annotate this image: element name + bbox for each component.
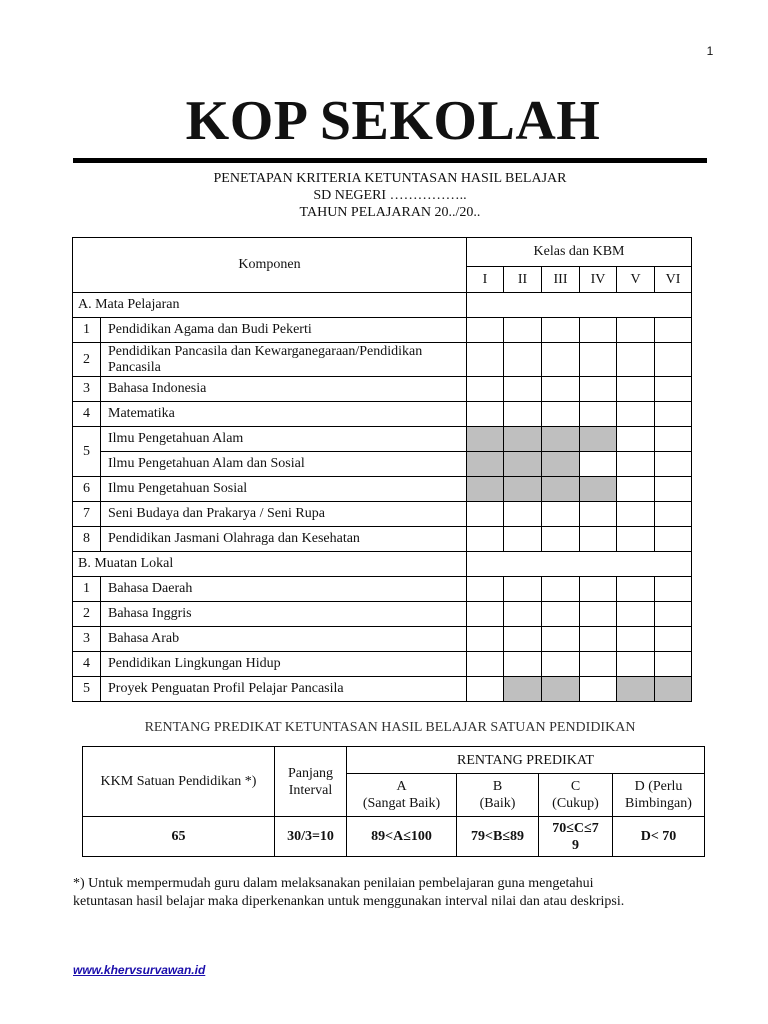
predikat-d-desc: Bimbingan) bbox=[625, 796, 692, 811]
page-number: 1 bbox=[706, 44, 714, 58]
kelas-col-header: VI bbox=[655, 267, 692, 293]
kbm-cell bbox=[580, 602, 617, 627]
kbm-cell bbox=[655, 577, 692, 602]
kelas-col-header: III bbox=[542, 267, 580, 293]
predikat-b-header bbox=[457, 774, 539, 817]
section-b-label: B. Muatan Lokal bbox=[73, 552, 467, 577]
predikat-d-header bbox=[613, 774, 705, 817]
kbm-cell bbox=[467, 502, 504, 527]
heading-line-3: TAHUN PELAJARAN 20../20.. bbox=[299, 205, 481, 220]
kbm-cell bbox=[580, 677, 617, 702]
kbm-cell bbox=[580, 652, 617, 677]
subject-name: Bahasa Inggris bbox=[101, 602, 467, 627]
panjang-interval-header bbox=[275, 747, 347, 817]
kbm-cell-shaded bbox=[542, 452, 580, 477]
predikat-d-range: D< 70 bbox=[613, 817, 705, 857]
kbm-cell bbox=[542, 627, 580, 652]
predikat-c-header bbox=[539, 774, 613, 817]
subject-name: Seni Budaya dan Prakarya / Seni Rupa bbox=[101, 502, 467, 527]
kkm-value: 65 bbox=[83, 817, 275, 857]
subject-name: Ilmu Pengetahuan Alam bbox=[101, 427, 467, 452]
kbm-table bbox=[72, 237, 692, 702]
row-number: 3 bbox=[73, 377, 101, 402]
footer-website-link[interactable]: www.khervsurvawan.id bbox=[73, 963, 206, 977]
kbm-cell bbox=[542, 502, 580, 527]
kbm-cell bbox=[617, 402, 655, 427]
kbm-cell-shaded bbox=[580, 427, 617, 452]
kbm-cell bbox=[504, 402, 542, 427]
kbm-cell bbox=[617, 527, 655, 552]
kbm-cell-shaded bbox=[467, 427, 504, 452]
kelas-col-header: IV bbox=[580, 267, 617, 293]
kbm-cell bbox=[542, 602, 580, 627]
kbm-cell bbox=[467, 627, 504, 652]
kbm-cell bbox=[617, 477, 655, 502]
kbm-cell-shaded bbox=[504, 427, 542, 452]
kbm-cell bbox=[467, 577, 504, 602]
kbm-cell bbox=[580, 577, 617, 602]
subject-name: Pendidikan Lingkungan Hidup bbox=[101, 652, 467, 677]
kbm-cell bbox=[617, 577, 655, 602]
kbm-cell bbox=[542, 577, 580, 602]
rentang-predikat-title: RENTANG PREDIKAT KETUNTASAN HASIL BELAJAR SATUAN PENDIDIKAN bbox=[144, 720, 636, 735]
kbm-cell bbox=[655, 652, 692, 677]
predikat-a-range: 89<A≤100 bbox=[347, 817, 457, 857]
kbm-cell bbox=[580, 452, 617, 477]
heading-line-2: SD NEGERI …………….. bbox=[313, 188, 467, 203]
kbm-cell bbox=[655, 502, 692, 527]
kbm-cell-shaded bbox=[542, 427, 580, 452]
kbm-cell bbox=[542, 652, 580, 677]
row-number: 8 bbox=[73, 527, 101, 552]
kbm-cell-shaded bbox=[504, 677, 542, 702]
footnote-line-1: *) Untuk mempermudah guru dalam melaksanakan penilaian pembelajaran guna mengetahui bbox=[73, 876, 594, 891]
document-heading bbox=[73, 170, 707, 221]
kbm-cell-shaded bbox=[467, 452, 504, 477]
kbm-cell bbox=[617, 652, 655, 677]
kbm-cell bbox=[617, 377, 655, 402]
kbm-cell bbox=[504, 602, 542, 627]
kbm-cell bbox=[617, 343, 655, 377]
footnote bbox=[73, 875, 713, 911]
kbm-cell bbox=[655, 452, 692, 477]
predikat-b-label: B bbox=[492, 779, 503, 794]
kbm-cell bbox=[655, 527, 692, 552]
subject-name: Pendidikan Agama dan Budi Pekerti bbox=[101, 318, 467, 343]
kbm-cell bbox=[467, 602, 504, 627]
kbm-cell bbox=[580, 502, 617, 527]
kbm-cell bbox=[617, 318, 655, 343]
kbm-cell bbox=[617, 627, 655, 652]
kbm-cell bbox=[655, 477, 692, 502]
predikat-b-desc: (Baik) bbox=[479, 796, 516, 811]
kbm-cell-shaded bbox=[542, 677, 580, 702]
kelas-col-header: I bbox=[467, 267, 504, 293]
kbm-cell bbox=[655, 377, 692, 402]
kbm-cell bbox=[467, 527, 504, 552]
kbm-cell bbox=[542, 343, 580, 377]
kbm-cell-shaded bbox=[504, 452, 542, 477]
kbm-cell bbox=[504, 377, 542, 402]
kbm-cell bbox=[655, 318, 692, 343]
kbm-cell bbox=[504, 527, 542, 552]
kbm-cell bbox=[617, 502, 655, 527]
subject-name: Ilmu Pengetahuan Sosial bbox=[101, 477, 467, 502]
predikat-c-label: C bbox=[570, 779, 581, 794]
section-a-empty bbox=[467, 293, 692, 318]
predikat-c-range bbox=[539, 817, 613, 857]
interval-value: 30/3=10 bbox=[275, 817, 347, 857]
kbm-cell bbox=[467, 377, 504, 402]
kbm-cell-shaded bbox=[467, 477, 504, 502]
predikat-a-label: A bbox=[396, 779, 407, 794]
predikat-d-label: D (Perlu bbox=[634, 779, 683, 794]
section-a-label: A. Mata Pelajaran bbox=[73, 293, 467, 318]
predikat-c-range-line-1: 70≤C≤7 bbox=[552, 820, 599, 836]
kbm-cell bbox=[467, 318, 504, 343]
footnote-line-2: ketuntasan hasil belajar maka diperkenankan untuk menggunakan interval nilai dan atau deskripsi. bbox=[73, 894, 625, 909]
panjang-header-line-2: Interval bbox=[288, 782, 333, 798]
subject-name: Pendidikan Jasmani Olahraga dan Kesehatan bbox=[101, 527, 467, 552]
row-number: 4 bbox=[73, 402, 101, 427]
kbm-cell bbox=[542, 377, 580, 402]
kbm-cell bbox=[580, 318, 617, 343]
kbm-cell bbox=[504, 343, 542, 377]
row-number: 5 bbox=[73, 427, 101, 477]
kbm-cell bbox=[580, 402, 617, 427]
row-number: 3 bbox=[73, 627, 101, 652]
kbm-cell bbox=[542, 527, 580, 552]
row-number: 2 bbox=[73, 343, 101, 377]
kbm-cell bbox=[655, 602, 692, 627]
kbm-cell bbox=[617, 452, 655, 477]
kbm-cell-shaded bbox=[542, 477, 580, 502]
kelas-col-header: II bbox=[504, 267, 542, 293]
kbm-cell-shaded bbox=[504, 477, 542, 502]
kbm-cell-shaded bbox=[617, 677, 655, 702]
kbm-cell bbox=[655, 402, 692, 427]
subject-name: Ilmu Pengetahuan Alam dan Sosial bbox=[101, 452, 467, 477]
row-number: 5 bbox=[73, 677, 101, 702]
section-b-empty bbox=[467, 552, 692, 577]
kbm-cell bbox=[504, 577, 542, 602]
row-number: 1 bbox=[73, 318, 101, 343]
kbm-cell bbox=[617, 602, 655, 627]
kbm-cell bbox=[580, 377, 617, 402]
kbm-cell bbox=[542, 402, 580, 427]
kbm-cell bbox=[655, 427, 692, 452]
row-number: 2 bbox=[73, 602, 101, 627]
subject-name: Matematika bbox=[101, 402, 467, 427]
kbm-cell bbox=[580, 527, 617, 552]
predikat-a-desc: (Sangat Baik) bbox=[362, 796, 441, 811]
row-number: 6 bbox=[73, 477, 101, 502]
subject-name: Proyek Penguatan Profil Pelajar Pancasila bbox=[101, 677, 467, 702]
predikat-table bbox=[82, 746, 705, 857]
komponen-header: Komponen bbox=[73, 238, 467, 293]
subject-name: Bahasa Arab bbox=[101, 627, 467, 652]
header-divider bbox=[73, 158, 707, 163]
kbm-cell bbox=[504, 627, 542, 652]
subject-name: Pendidikan Pancasila dan Kewarganegaraan/Pendidikan Pancasila bbox=[101, 343, 467, 377]
predikat-a-header bbox=[347, 774, 457, 817]
kelas-col-header: V bbox=[617, 267, 655, 293]
kbm-cell bbox=[467, 343, 504, 377]
kbm-cell bbox=[655, 627, 692, 652]
kbm-cell bbox=[504, 502, 542, 527]
predikat-c-range-line-2: 9 bbox=[572, 837, 579, 853]
kbm-cell bbox=[655, 343, 692, 377]
kbm-cell bbox=[580, 343, 617, 377]
kbm-cell-shaded bbox=[655, 677, 692, 702]
heading-line-1: PENETAPAN KRITERIA KETUNTASAN HASIL BELAJAR bbox=[213, 171, 567, 186]
kbm-cell bbox=[467, 402, 504, 427]
kbm-cell bbox=[617, 427, 655, 452]
subject-name: Bahasa Indonesia bbox=[101, 377, 467, 402]
predikat-b-range: 79<B≤89 bbox=[457, 817, 539, 857]
panjang-header-line-1: Panjang bbox=[287, 765, 334, 781]
kop-sekolah-title: KOP SEKOLAH bbox=[185, 90, 601, 152]
kbm-cell bbox=[467, 677, 504, 702]
kbm-cell bbox=[542, 318, 580, 343]
kkm-header: KKM Satuan Pendidikan *) bbox=[83, 747, 275, 817]
kbm-cell bbox=[504, 318, 542, 343]
predikat-c-desc: (Cukup) bbox=[552, 796, 599, 811]
rentang-predikat-header: RENTANG PREDIKAT bbox=[347, 747, 705, 774]
row-number: 4 bbox=[73, 652, 101, 677]
subject-name: Bahasa Daerah bbox=[101, 577, 467, 602]
kbm-cell bbox=[504, 652, 542, 677]
kelas-header: Kelas dan KBM bbox=[467, 238, 692, 267]
kbm-cell-shaded bbox=[580, 477, 617, 502]
kbm-cell bbox=[467, 652, 504, 677]
row-number: 1 bbox=[73, 577, 101, 602]
row-number: 7 bbox=[73, 502, 101, 527]
kbm-cell bbox=[580, 627, 617, 652]
